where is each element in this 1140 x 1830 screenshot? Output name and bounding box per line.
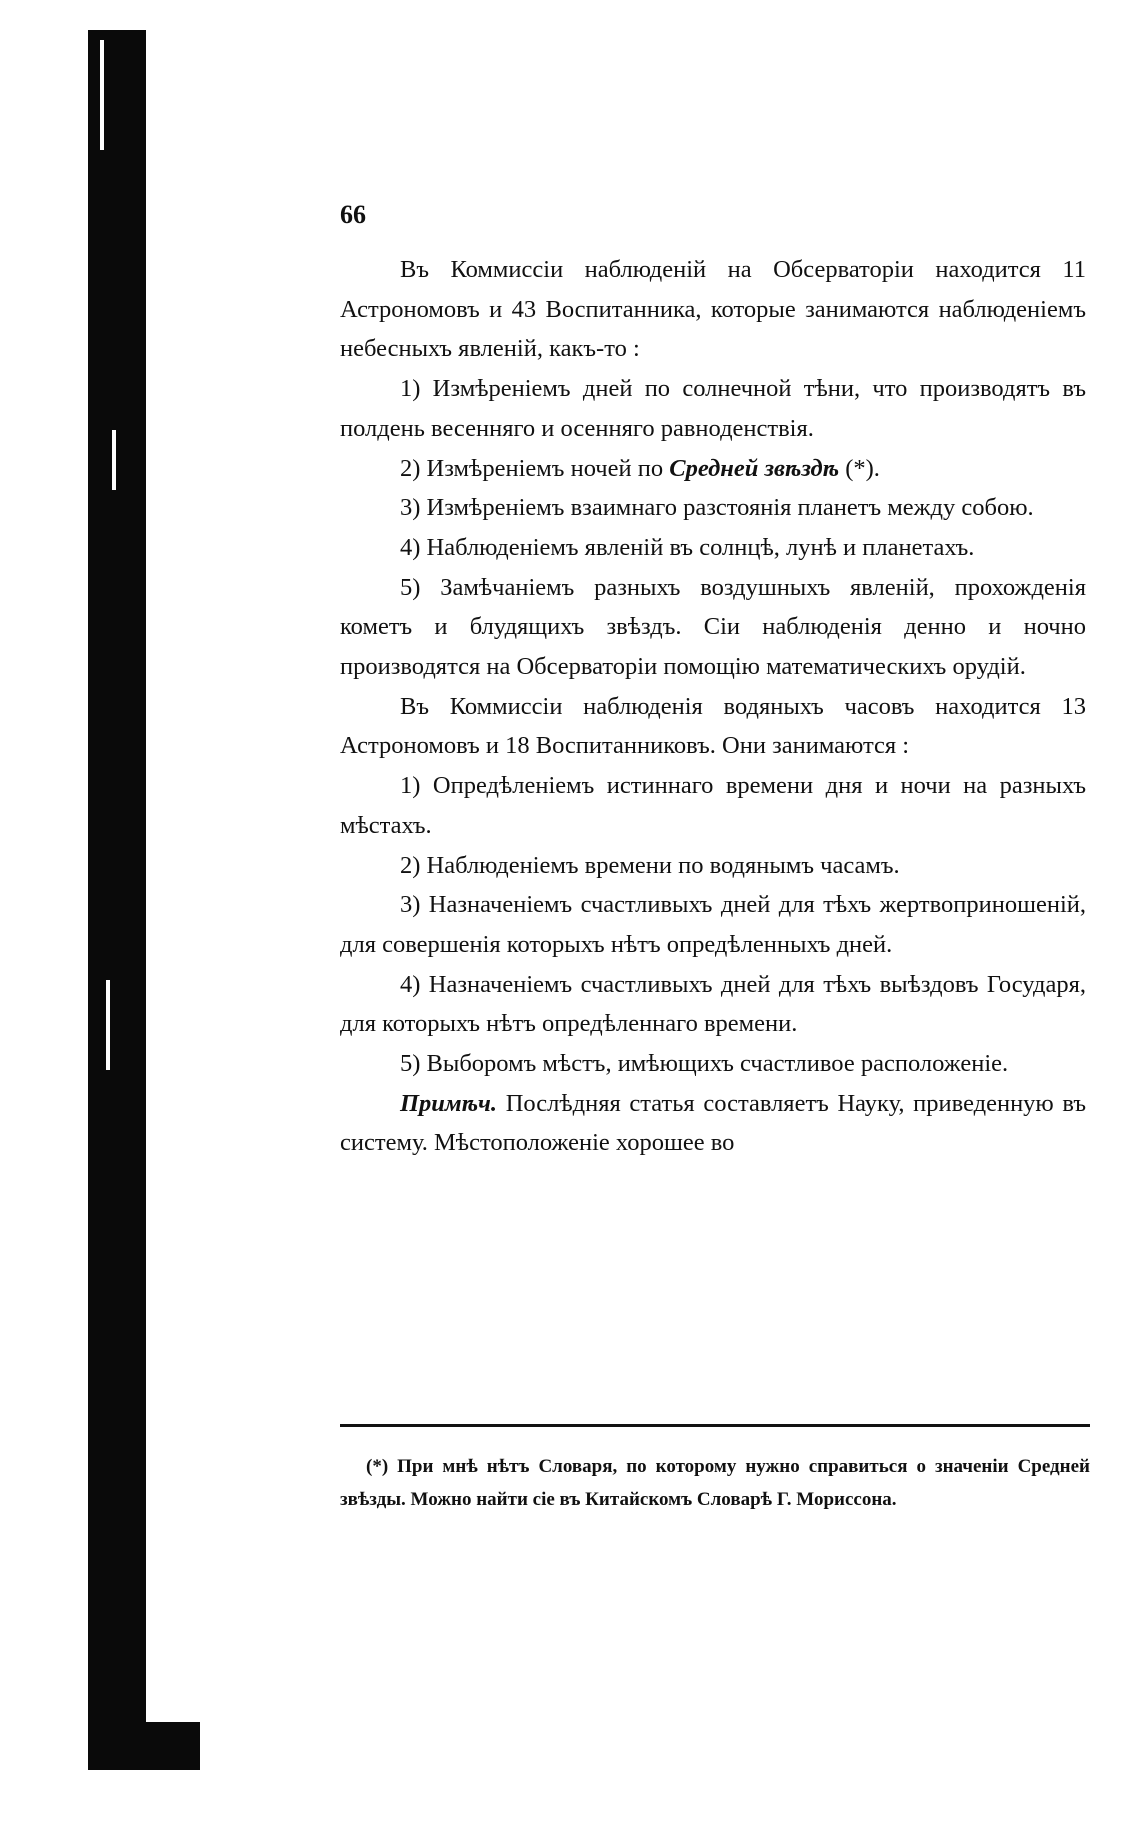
- list-item: 1) Измѣреніемъ дней по солнечной тѣни, что производятъ въ полдень весенняго и осенняго равноденствія.: [340, 375, 1086, 442]
- emphasized-term: Средней звѣздѣ: [669, 454, 840, 482]
- binding-scan-streak: [106, 980, 110, 1070]
- list-item: 2) Наблюденіемъ времени по водянымъ часамъ.: [400, 851, 900, 879]
- paragraph: Въ Коммиссіи наблюденій на Обсерваторіи находится 11 Астрономовъ и 43 Воспитанника, которые занимаются наблюденіемъ небесныхъ явленій, какъ-то :: [340, 256, 1086, 363]
- footnote-text: (*) При мнѣ нѣтъ Словаря, по которому нужно справиться о значеніи Средней звѣзды. Можно найти сіе въ Китайскомъ Словарѣ Г. Мориссона.: [340, 1456, 1090, 1510]
- footnote-reference: (*).: [845, 454, 880, 482]
- list-item: 4) Наблюденіемъ явленій въ солнцѣ, лунѣ и планетахъ.: [400, 533, 975, 561]
- footnote: [340, 1450, 1090, 1516]
- paragraph: Въ Коммиссіи наблюденія водяныхъ часовъ находится 13 Астрономовъ и 18 Воспитанниковъ. Они занимаются :: [340, 692, 1086, 760]
- binding-edge-foot: [88, 1722, 200, 1770]
- binding-edge: [88, 30, 146, 1770]
- note-paragraph: [340, 1084, 1086, 1163]
- body-text: [340, 250, 1086, 1163]
- list-item-text: 2) Измѣреніемъ ночей по: [400, 454, 664, 482]
- binding-scan-streak: [100, 40, 104, 150]
- note-label: Примѣч.: [400, 1089, 498, 1117]
- list-item: 3) Назначеніемъ счастливыхъ дней для тѣхъ жертвоприношеній, для совершенія которыхъ нѣтъ опредѣленныхъ дней.: [340, 891, 1086, 958]
- binding-scan-streak: [112, 430, 116, 490]
- list-item: 5) Выборомъ мѣстъ, имѣющихъ счастливое расположеніе.: [400, 1050, 1009, 1078]
- list-item: 1) Опредѣленіемъ истиннаго времени дня и ночи на разныхъ мѣстахъ.: [340, 772, 1086, 839]
- list-item: 3) Измѣреніемъ взаимнаго разстоянія планетъ между собою.: [400, 494, 1034, 522]
- list-item: [340, 449, 1086, 489]
- footnote-divider: [340, 1424, 1090, 1427]
- list-item: 4) Назначеніемъ счастливыхъ дней для тѣхъ выѣздовъ Государя, для которыхъ нѣтъ опредѣленнаго времени.: [340, 970, 1086, 1038]
- page-number: 66: [340, 200, 366, 229]
- list-item: 5) Замѣчаніемъ разныхъ воздушныхъ явленій, прохожденія кометъ и блудящихъ звѣздъ. Сіи наблюденія денно и ночно производятся на Обсерваторіи помощію математическихъ орудій.: [340, 573, 1086, 681]
- note-text: Послѣдняя статья составляетъ Науку, приведенную въ систему. Мѣстоположеніе хорошее во: [340, 1089, 1087, 1157]
